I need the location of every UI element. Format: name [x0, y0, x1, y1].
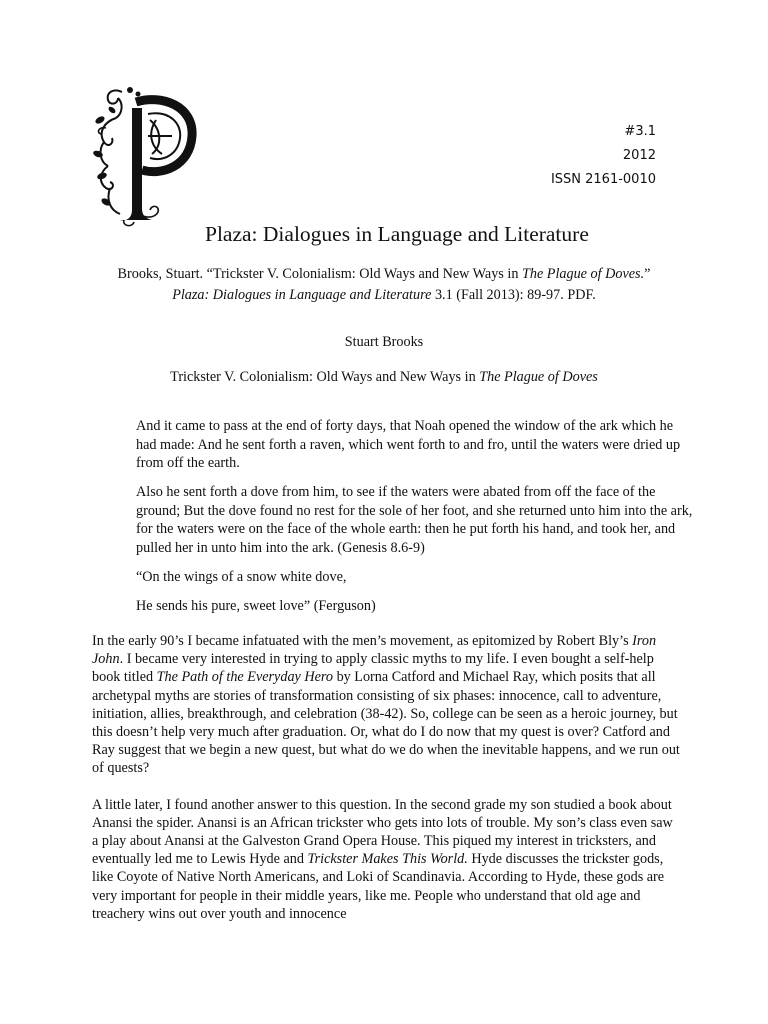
- paragraph-text: . I became very interested in trying to apply classic myths to my life. I even bought a self-help book titled: [92, 651, 654, 686]
- citation-line1-close: ”: [644, 266, 651, 282]
- paragraph-text: by Lorna Catford and Michael Ray, which posits that all archetypal myths are stories of transformation consisting of six phases: innocence, call to adventure, initiation, allies, breakthrough, and celebration (38-42). So, college can be seen as a heroic journey, but this doesn’t help very much after graduation. Or, what do I do now that my quest is over? Catford and Ray suggest that we begin a new quest, but what do we do when the inevitable happens, and we run out of quests?: [92, 669, 680, 777]
- book-title: Iron John: [92, 633, 657, 668]
- article-body: [92, 632, 682, 941]
- book-title: The Path of the Everyday Hero: [156, 669, 334, 686]
- epigraphs: [136, 417, 696, 626]
- epigraph: And it came to pass at the end of forty days, that Noah opened the window of the ark which he had made: And he sent forth a raven, which went forth to and fro, until the waters were dried up from off the earth.: [136, 418, 681, 471]
- citation-line2-text: 3.1 (Fall 2013): 89-97. PDF.: [431, 287, 596, 303]
- citation-line-1: [0, 264, 768, 285]
- journal-logo-ornamental-p-icon: [92, 84, 200, 228]
- issue-info: [551, 120, 656, 192]
- article-title-text: Trickster V. Colonialism: Old Ways and New Ways in: [170, 369, 480, 385]
- citation: [0, 264, 768, 306]
- citation-journal-name: Plaza: Dialogues in Language and Literature: [172, 287, 432, 303]
- paragraph-text: In the early 90’s I became infatuated with the men’s movement, as epitomized by Robert Bly’s: [92, 633, 633, 649]
- body-paragraph: [92, 796, 682, 923]
- body-paragraph: [92, 632, 682, 778]
- book-title: Trickster Makes This World.: [307, 851, 468, 868]
- issue-year: 2012: [622, 148, 656, 163]
- article-title: [0, 369, 768, 386]
- epigraph: Also he sent forth a dove from him, to see if the waters were abated from off the face of the ground; But the dove found no rest for the sole of her foot, and she returned unto him into the ark, for the waters were on the face of the whole earth: then he put forth his hand, and took her, and pulled her in unto him into the ark. (Genesis 8.6-9): [136, 484, 693, 556]
- paragraph-text: A little later, I found another answer to this question. In the second grade my son studied a book about Anansi the spider. Anansi is an African trickster who gets into lots of trouble. My son’s class even saw a play about Anansi at the Galveston Grand Opera House. This piqued my interest in tricksters, and eventually led me to Lewis Hyde and: [92, 796, 673, 868]
- epigraph: “On the wings of a snow white dove,: [136, 568, 347, 585]
- article-title-book: The Plague of Doves: [479, 369, 598, 385]
- citation-line-2: [0, 285, 768, 306]
- epigraph: He sends his pure, sweet love” (Ferguson): [136, 597, 376, 614]
- citation-line1-text: Brooks, Stuart. “Trickster V. Colonialism: Old Ways and New Ways in: [117, 266, 522, 282]
- paragraph-text: Hyde discusses the trickster gods, like Coyote of Native North Americans, and Loki of Scandinavia. According to Hyde, these gods are very important for people in their middle years, like me. People who understand that old age and treachery wins out over youth and innocence: [92, 851, 665, 922]
- author-name: Stuart Brooks: [344, 334, 424, 350]
- issn: ISSN 2161-0010: [550, 172, 656, 187]
- citation-line1-title: The Plague of Doves.: [521, 266, 645, 282]
- issue-number: #3.1: [624, 124, 656, 139]
- journal-title: Plaza: Dialogues in Language and Literature: [205, 222, 589, 246]
